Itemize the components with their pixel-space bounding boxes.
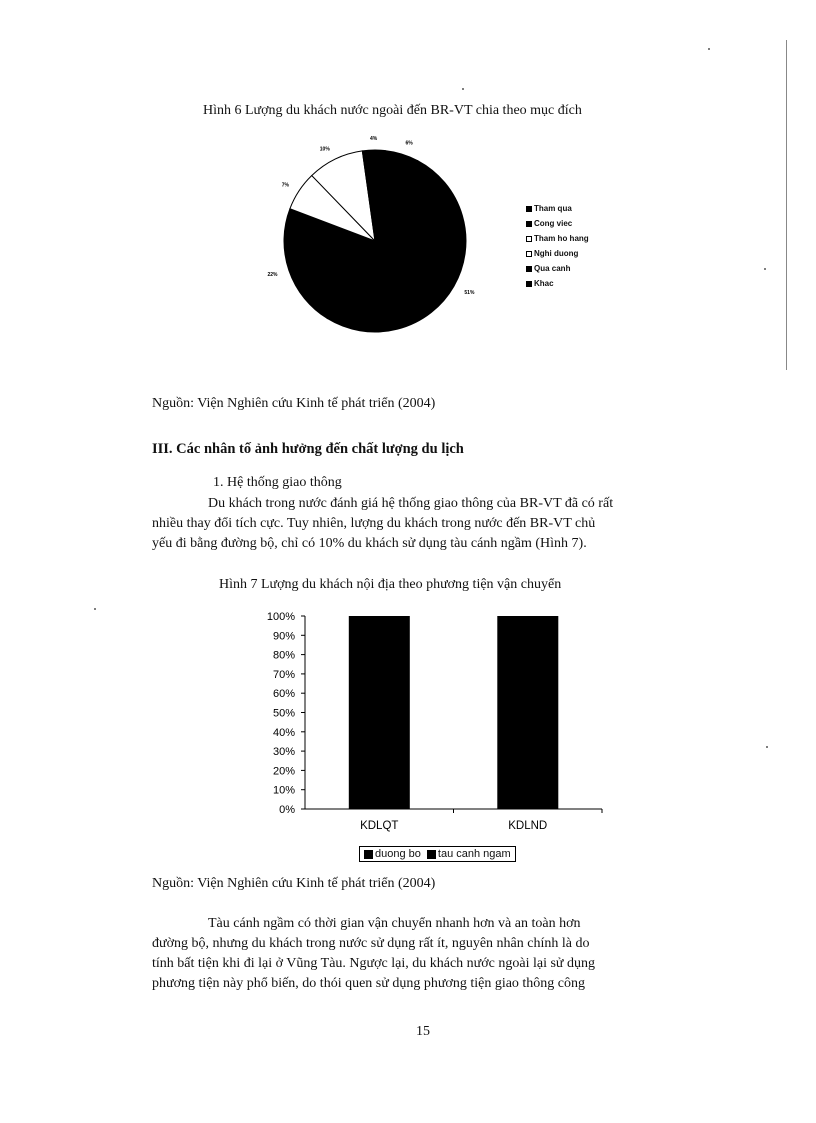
legend-swatch — [427, 850, 436, 859]
pie-legend — [526, 201, 589, 291]
legend-label: Tham ho hang — [534, 234, 589, 243]
bar-chart — [250, 605, 610, 845]
scan-speck — [764, 268, 766, 270]
section-heading: III. Các nhân tố ảnh hưởng đến chất lượng du lịch — [152, 441, 464, 457]
page-number: 15 — [416, 1024, 430, 1039]
figure6-caption: Hình 6 Lượng du khách nước ngoài đến BR-VT chia theo mục đích — [203, 103, 582, 118]
pie-data-label: 7% — [281, 182, 289, 189]
subsection-heading: 1. Hệ thống giao thông — [213, 475, 342, 490]
bar-legend — [359, 846, 516, 862]
y-tick-label: 30% — [272, 746, 295, 759]
y-tick-label: 40% — [272, 726, 295, 739]
x-tick-label: KDLQT — [360, 820, 399, 832]
pie-chart — [267, 136, 500, 335]
pie-data-label: 22% — [267, 272, 278, 279]
scan-speck — [94, 608, 96, 610]
y-tick-label: 0% — [279, 804, 295, 816]
legend-swatch — [526, 221, 532, 227]
paragraph-1-line: yếu đi bằng đường bộ, chỉ có 10% du khách sử dụng tàu cánh ngầm (Hình 7). — [152, 536, 587, 551]
legend-label: tau canh ngam — [437, 848, 511, 860]
legend-label: duong bo — [375, 848, 421, 860]
scan-speck — [462, 88, 464, 90]
paragraph-1 — [152, 494, 679, 554]
legend-swatch — [526, 206, 532, 212]
legend-label: Cong viec — [534, 219, 573, 228]
bar — [497, 616, 558, 809]
y-tick-label: 70% — [272, 668, 295, 681]
y-tick-label: 90% — [272, 630, 295, 643]
pie-legend-item — [526, 276, 589, 291]
bar-legend-item — [427, 848, 511, 860]
y-tick-label: 10% — [272, 784, 295, 797]
pie-legend-item — [526, 261, 589, 276]
scan-edge-line — [786, 40, 787, 370]
paragraph-1-line: Du khách trong nước đánh giá hệ thống giao thông của BR-VT đã có rất — [208, 496, 614, 511]
pie-legend-item — [526, 216, 589, 231]
legend-swatch — [526, 251, 532, 257]
scan-speck — [708, 48, 710, 50]
legend-swatch — [526, 281, 532, 287]
pie-legend-item — [526, 231, 589, 246]
paragraph-2-line: phương tiện này phổ biến, do thói quen sử dụng phương tiện giao thông công — [152, 976, 586, 991]
pie-data-label: 10% — [319, 146, 330, 153]
pie-data-label: 6% — [405, 140, 413, 147]
y-tick-label: 50% — [272, 707, 295, 720]
legend-label: Tham qua — [534, 204, 572, 213]
paragraph-1-line: nhiều thay đổi tích cực. Tuy nhiên, lượng du khách trong nước đến BR-VT chủ — [152, 516, 596, 531]
legend-label: Khac — [534, 279, 554, 288]
paragraph-2-line: Tàu cánh ngầm có thời gian vận chuyển nhanh hơn và an toàn hơn — [208, 916, 581, 931]
pie-legend-item — [526, 246, 589, 261]
bar — [349, 616, 410, 809]
legend-swatch — [526, 236, 532, 242]
y-tick-label: 60% — [272, 688, 295, 701]
legend-swatch — [526, 266, 532, 272]
paragraph-2-line: đường bộ, nhưng du khách trong nước sử dụng rất ít, nguyên nhân chính là do — [152, 936, 590, 951]
figure7-source: Nguồn: Viện Nghiên cứu Kinh tế phát triển (2004) — [152, 876, 436, 891]
bar-legend-item — [364, 848, 421, 860]
figure6-source: Nguồn: Viện Nghiên cứu Kinh tế phát triển (2004) — [152, 396, 436, 411]
figure7-caption: Hình 7 Lượng du khách nội địa theo phương tiện vận chuyển — [219, 577, 562, 592]
y-tick-label: 80% — [272, 649, 295, 662]
pie-data-label: 51% — [464, 290, 475, 297]
x-tick-label: KDLND — [508, 820, 548, 832]
paragraph-2 — [152, 914, 679, 994]
y-tick-label: 20% — [272, 765, 295, 778]
legend-swatch — [364, 850, 373, 859]
legend-label: Nghi duong — [534, 249, 579, 258]
scan-speck — [766, 746, 768, 748]
pie-legend-item — [526, 201, 589, 216]
legend-label: Qua canh — [534, 264, 571, 273]
y-tick-label: 100% — [266, 611, 295, 623]
paragraph-2-line: tính bất tiện khi đi lại ở Vũng Tàu. Ngược lại, du khách nước ngoài lại sử dụng — [152, 956, 595, 971]
pie-data-label: 4% — [369, 136, 378, 142]
